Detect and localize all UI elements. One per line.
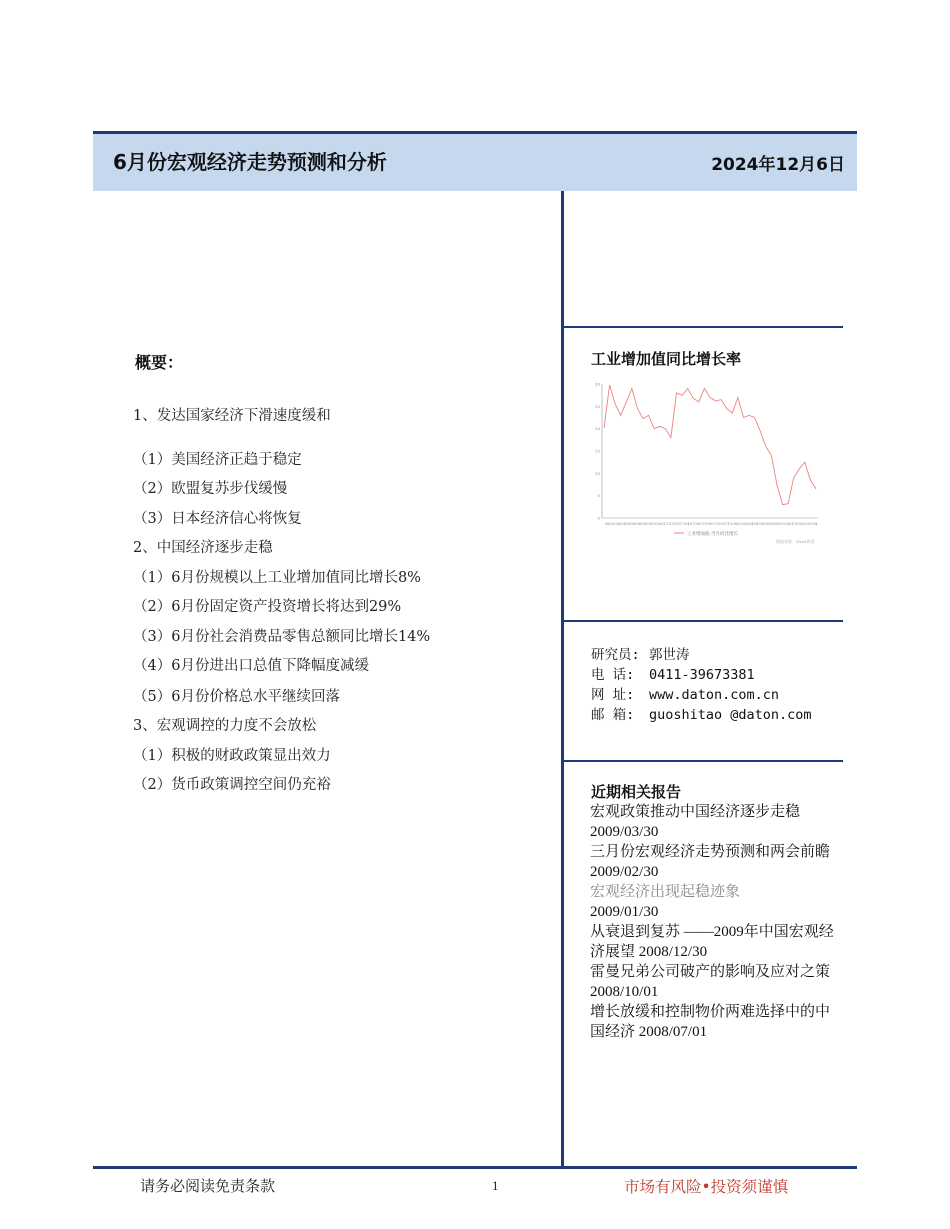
x-tick-label: 09/02 — [796, 522, 807, 526]
researcher-label: 研究员: — [591, 647, 640, 663]
summary-heading: 概要： — [135, 353, 184, 372]
summary-line: （3）6月份社会消费品零售总额同比增长14% — [133, 629, 431, 645]
footer-rule — [93, 1166, 857, 1169]
summary-line: （2）6月份固定资产投资增长将达到29% — [133, 599, 402, 615]
summary-line: （2）货币政策调控空间仍充裕 — [133, 777, 331, 793]
y-tick-label: 30 — [594, 381, 600, 387]
x-tick-label: 07/02 — [668, 522, 679, 526]
summary-line: （1）美国经济正趋于稳定 — [133, 452, 302, 468]
x-tick-label: 08/10 — [774, 522, 786, 526]
column-divider — [561, 191, 564, 1169]
summary-line: （1）6月份规模以上工业增加值同比增长8% — [133, 570, 421, 586]
website-label: 网 址: — [591, 687, 635, 703]
x-tick-label: 08/08 — [764, 522, 775, 526]
x-tick-label: 07/08 — [700, 522, 711, 526]
summary-line: （5）6月份价格总水平继续回落 — [133, 689, 340, 705]
x-tick-label: 06/10 — [647, 522, 658, 526]
report-item-date: 2009/01/30 — [590, 904, 659, 920]
x-tick-label: 07/04 — [679, 522, 690, 526]
y-tick-label: 20 — [594, 426, 600, 432]
x-tick-label: 07/06 — [689, 522, 701, 526]
report-item[interactable]: 三月份宏观经济走势预测和两会前瞻 2009/02/30 — [590, 844, 831, 880]
email-link[interactable]: guoshitao @daton.com — [649, 707, 812, 723]
summary-line: 2、中国经济逐步走稳 — [133, 540, 273, 556]
chart-axes — [602, 384, 818, 518]
chart-y-ticks — [595, 382, 601, 521]
y-tick-label: 15 — [594, 448, 600, 454]
y-tick-label: 10 — [594, 470, 600, 476]
x-tick-label: 09/04 — [806, 522, 818, 526]
report-item[interactable]: 宏观经济出现起稳迹象 — [590, 884, 741, 900]
researcher-line — [591, 643, 690, 663]
x-tick-label: 07/12 — [721, 522, 733, 526]
email-label: 邮 箱: — [591, 707, 635, 723]
summary-line: （4）6月份进出口总值下降幅度减缓 — [133, 658, 369, 674]
y-tick-label: 5 — [597, 493, 600, 499]
x-tick-label: 06/12 — [657, 522, 669, 526]
recent-reports-list — [590, 802, 835, 1042]
x-tick-label: 06/04 — [615, 522, 626, 526]
risk-warning: 市场有风险•投资须谨慎 — [624, 1178, 789, 1196]
page-number: 1 — [492, 1178, 499, 1193]
chart-source: 数据来源：Wind资讯 — [776, 539, 815, 544]
recent-reports-heading: 近期相关报告 — [591, 783, 682, 801]
industrial-growth-chart — [590, 378, 830, 550]
disclaimer-link[interactable]: 请务必阅读免责条款 — [140, 1177, 276, 1195]
website-link[interactable]: www.daton.com.cn — [649, 687, 780, 703]
phone-line — [591, 663, 755, 683]
legend-label: 工业增加值:当月同比增长 — [687, 532, 739, 537]
x-tick-label: 08/12 — [785, 522, 796, 526]
report-title: 6月份宏观经济走势预测和分析 — [113, 150, 387, 174]
summary-line: （1）积极的财政政策显出效力 — [133, 748, 331, 764]
phone-label: 电 话: — [591, 667, 635, 683]
x-tick-label: 07/10 — [711, 522, 722, 526]
chart-title: 工业增加值同比增长率 — [591, 350, 742, 368]
summary-line: 1、发达国家经济下滑速度缓和 — [133, 408, 331, 424]
report-item[interactable]: 增长放缓和控制物价两难选择中的中国经济 2008/07/01 — [590, 1004, 831, 1040]
sidebar-rule — [564, 620, 843, 622]
summary-line: （3）日本经济信心将恢复 — [133, 511, 302, 527]
y-tick-label: 25 — [594, 403, 600, 409]
website-line — [591, 683, 779, 703]
x-tick-label: 06/02 — [604, 522, 616, 526]
sidebar-rule — [564, 326, 843, 328]
summary-line: （2）欧盟复苏步伐缓慢 — [133, 481, 288, 497]
chart-x-ticks — [605, 522, 818, 526]
series-line — [604, 385, 816, 505]
x-tick-label: 08/06 — [753, 522, 765, 526]
phone-value: 0411-39673381 — [649, 667, 755, 683]
researcher-name: 郭世涛 — [649, 647, 690, 663]
email-line — [591, 703, 812, 723]
report-item[interactable]: 宏观政策推动中国经济逐步走稳 2009/03/30 — [590, 804, 801, 840]
y-tick-label: 0 — [597, 515, 600, 521]
x-tick-label: 08/04 — [743, 522, 754, 526]
summary-line: 3、宏观调控的力度不会放松 — [133, 718, 317, 734]
report-date: 2024年12月6日 — [711, 155, 845, 175]
report-item[interactable]: 从衰退到复苏 ——2009年中国宏观经济展望 2008/12/30 — [590, 924, 834, 960]
report-item[interactable]: 雷曼兄弟公司破产的影响及应对之策 2008/10/01 — [590, 964, 831, 1000]
sidebar-rule — [564, 760, 843, 762]
x-tick-label: 06/08 — [636, 522, 648, 526]
x-tick-label: 08/02 — [732, 522, 743, 526]
x-tick-label: 06/06 — [626, 522, 637, 526]
